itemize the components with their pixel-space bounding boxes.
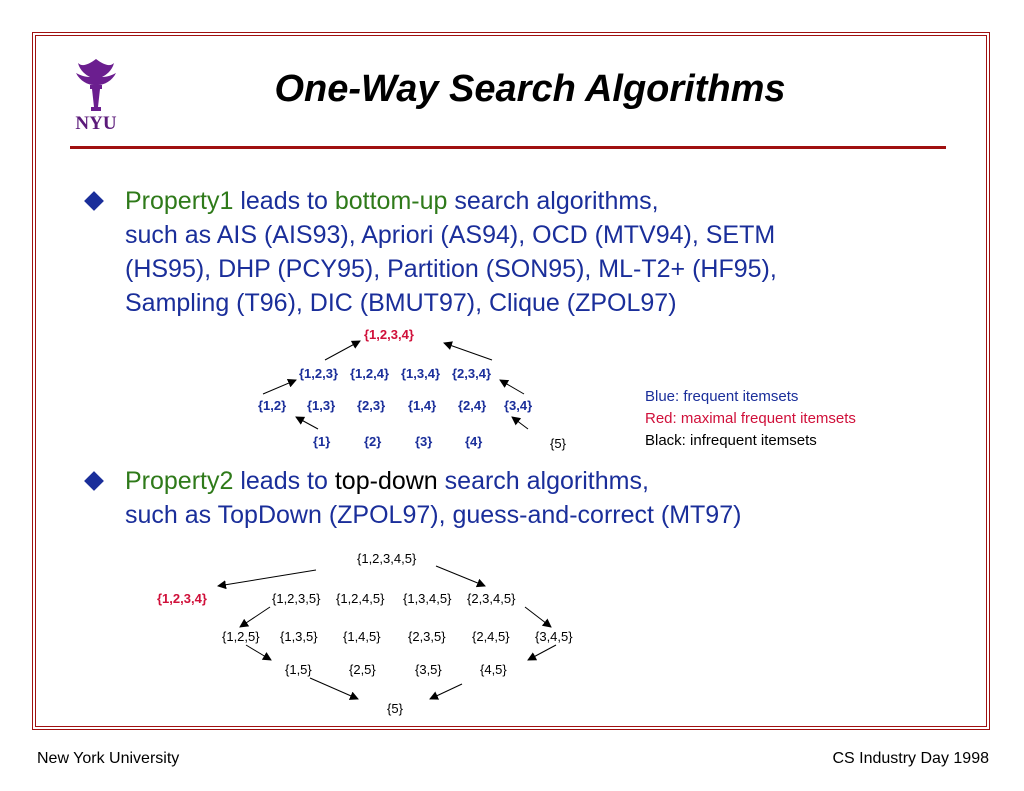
lattice1-node: {1,3,4}	[401, 366, 441, 381]
arrow-line	[296, 417, 318, 429]
arrow-line	[436, 566, 485, 586]
arrow-line	[500, 380, 524, 394]
arrow-line	[430, 684, 462, 699]
lattice2-node: {2,4,5}	[472, 629, 510, 644]
arrow-line	[525, 607, 551, 627]
rest-text: search algorithms,	[444, 467, 649, 495]
lattice1-node: {1,2,4}	[350, 366, 390, 381]
lattice2-node: {1,2,4,5}	[336, 591, 385, 606]
lattice1-node: {3}	[415, 434, 433, 449]
arrow-line	[246, 645, 271, 660]
arrow-line	[512, 417, 528, 429]
slide-title: One-Way Search Algorithms	[274, 68, 786, 110]
lattice1-node: {1,4}	[408, 398, 437, 413]
bullet1-line2: such as AIS (AIS93), Apriori (AS94), OCD (MTV94), SETM	[125, 221, 776, 249]
leads-to-text: leads to	[240, 187, 328, 215]
direction-label: top-down	[334, 467, 438, 495]
lattice1-node: {3,4}	[504, 398, 533, 413]
arrow-line	[240, 607, 270, 627]
property-label: Property2	[125, 467, 234, 495]
lattice1-node: {1}	[313, 434, 331, 449]
lattice2-node: {1,3,5}	[280, 629, 318, 644]
lattice2-node: {1,3,4,5}	[403, 591, 452, 606]
legend-black: Black: infrequent itemsets	[645, 432, 817, 449]
lattice1-node: {1,3}	[307, 398, 336, 413]
lattice1-node: {1,2}	[258, 398, 287, 413]
lattice2-top: {1,2,3,4,5}	[357, 551, 417, 566]
lattice2-node: {3,4,5}	[535, 629, 573, 644]
arrow-line	[310, 678, 358, 699]
lattice2-node: {1,4,5}	[343, 629, 381, 644]
rest-text: search algorithms,	[454, 187, 659, 215]
lattice1-node: {1,2,3}	[299, 366, 339, 381]
bullet1-line3: (HS95), DHP (PCY95), Partition (SON95), ML-T2+ (HF95),	[125, 255, 777, 283]
arrow-line	[528, 645, 556, 660]
lattice1-node: {2,3}	[357, 398, 386, 413]
bullet1-line4: Sampling (T96), DIC (BMUT97), Clique (ZPOL97)	[125, 289, 677, 317]
legend-blue: Blue: frequent itemsets	[645, 388, 799, 405]
lattice2-node: {1,5}	[285, 662, 312, 677]
leads-to-text: leads to	[240, 467, 328, 495]
lattice1-node: {2}	[364, 434, 382, 449]
arrow-line	[444, 343, 492, 360]
lattice1-infrequent-node: {5}	[550, 436, 566, 451]
arrow-line	[218, 570, 316, 586]
lattice2-node: {2,5}	[349, 662, 376, 677]
bullet2-line2: such as TopDown (ZPOL97), guess-and-correct (MT97)	[125, 501, 742, 529]
lattice1-top: {1,2,3,4}	[364, 327, 414, 342]
lattice2-node: {1,2,5}	[222, 629, 260, 644]
direction-label: bottom-up	[334, 187, 448, 215]
legend-red: Red: maximal frequent itemsets	[645, 410, 856, 427]
lattice1-node: {4}	[465, 434, 483, 449]
footer-left: New York University	[37, 750, 180, 767]
lattice2-bottom: {5}	[387, 701, 403, 716]
lattice2-node: {2,3,5}	[408, 629, 446, 644]
lattice2-node: {1,2,3,5}	[272, 591, 321, 606]
lattice2-node: {3,5}	[415, 662, 442, 677]
lattice2-node: {2,3,4,5}	[467, 591, 516, 606]
lattice1-node: {2,3,4}	[452, 366, 492, 381]
arrow-line	[325, 341, 360, 360]
logo-text: NYU	[75, 113, 117, 134]
lattice1-node: {2,4}	[458, 398, 487, 413]
arrow-line	[263, 380, 296, 394]
footer-right: CS Industry Day 1998	[832, 750, 989, 767]
lattice2-maximal-node: {1,2,3,4}	[157, 591, 207, 606]
property-label: Property1	[125, 187, 234, 215]
lattice2-node: {4,5}	[480, 662, 507, 677]
